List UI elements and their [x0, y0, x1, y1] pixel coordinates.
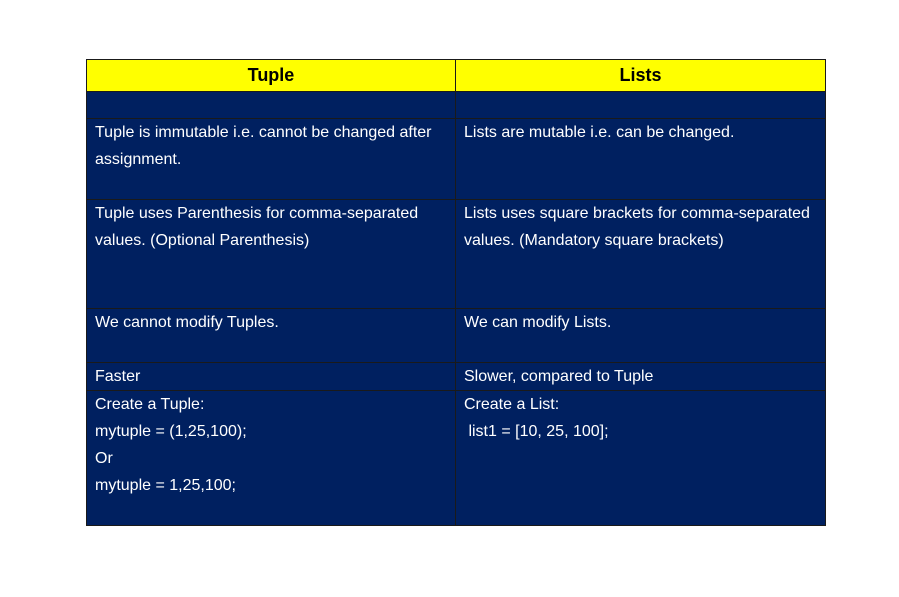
tuple-create-line: Create a Tuple:: [95, 396, 205, 413]
tuple-speed-text: Faster: [95, 368, 141, 385]
lists-modify-text: We can modify Lists.: [464, 314, 612, 331]
table-row: [87, 200, 826, 309]
tuple-cell-speed: [87, 363, 456, 391]
lists-cell-syntax: [456, 200, 826, 309]
empty-row: [87, 92, 826, 119]
tuple-cell-modify: [87, 309, 456, 363]
table-row: [87, 391, 826, 526]
header-tuple: Tuple: [87, 60, 456, 92]
lists-cell-create: [456, 391, 826, 526]
lists-cell-speed: [456, 363, 826, 391]
tuple-vs-lists-table: [86, 59, 826, 526]
table-row: [87, 119, 826, 200]
tuple-mutability-text: Tuple is immutable i.e. cannot be changed after assignment.: [95, 124, 432, 168]
header-row: [87, 60, 826, 92]
tuple-syntax-text: Tuple uses Parenthesis for comma-separated values. (Optional Parenthesis): [95, 205, 419, 249]
tuple-cell-syntax: [87, 200, 456, 309]
lists-cell-modify: [456, 309, 826, 363]
empty-cell-lists: [456, 92, 826, 119]
lists-cell-mutability: [456, 119, 826, 200]
lists-create-line: Create a List:: [464, 396, 560, 413]
tuple-create-line: mytuple = 1,25,100;: [95, 477, 236, 494]
tuple-create-line: mytuple = (1,25,100);: [95, 423, 247, 440]
empty-cell-tuple: [87, 92, 456, 119]
lists-syntax-text: Lists uses square brackets for comma-separated values. (Mandatory square brackets): [464, 205, 810, 249]
tuple-create-line: Or: [95, 450, 113, 467]
tuple-cell-mutability: [87, 119, 456, 200]
tuple-modify-text: We cannot modify Tuples.: [95, 314, 279, 331]
header-lists: Lists: [456, 60, 826, 92]
table-row: [87, 363, 826, 391]
table-row: [87, 309, 826, 363]
lists-create-line: list1 = [10, 25, 100];: [464, 423, 609, 440]
lists-mutability-text: Lists are mutable i.e. can be changed.: [464, 124, 735, 141]
tuple-cell-create: [87, 391, 456, 526]
lists-speed-text: Slower, compared to Tuple: [464, 368, 654, 385]
